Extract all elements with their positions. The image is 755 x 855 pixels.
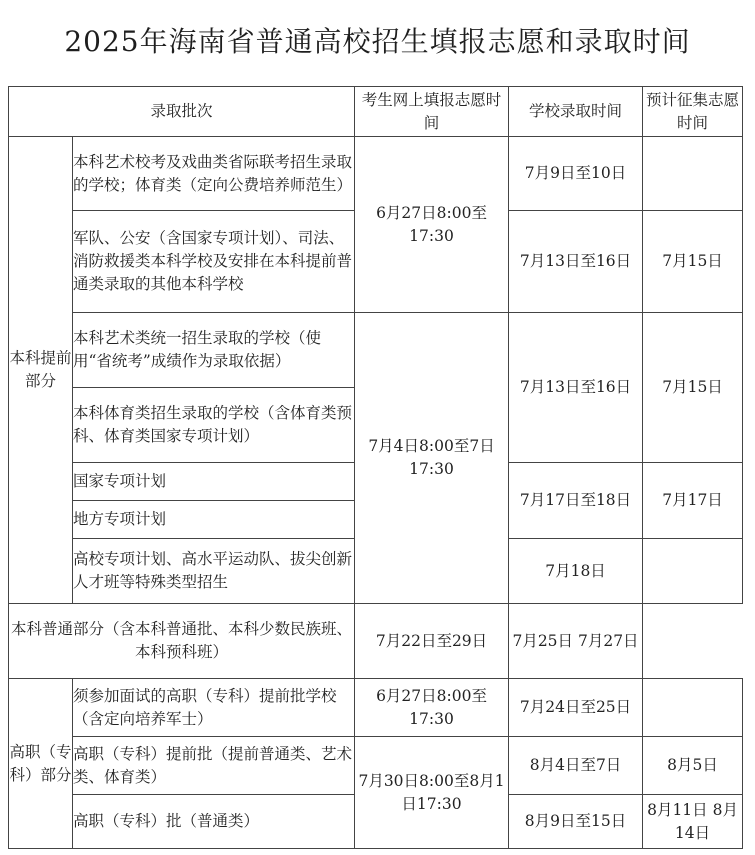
admission-time-cell: 7月18日 <box>509 539 643 604</box>
supplement-time-cell: 7月15日 <box>643 313 743 463</box>
supplement-time-cell: 8月5日 <box>643 737 743 795</box>
batch-item: 地方专项计划 <box>73 501 355 539</box>
online-time-cell: 6月27日8:00至17:30 <box>355 679 509 737</box>
supplement-time-cell <box>643 679 743 737</box>
admission-time-cell: 7月22日至29日 <box>355 604 509 679</box>
page-title: 2025年海南省普通高校招生填报志愿和录取时间 <box>64 25 691 58</box>
header-batch: 录取批次 <box>9 87 355 137</box>
batch-item: 本科艺术类统一招生录取的学校（使用“省统考”成绩作为录取依据） <box>73 313 355 388</box>
supplement-time-cell <box>643 539 743 604</box>
online-time-cell: 7月30日8:00至8月1日17:30 <box>355 737 509 849</box>
online-time-cell: 6月27日8:00至17:30 <box>355 137 509 313</box>
admission-schedule-table <box>8 86 743 849</box>
admission-time-cell: 7月13日至16日 <box>509 211 643 313</box>
online-time-cell: 7月4日8:00至7日17:30 <box>355 313 509 604</box>
admission-time-cell: 8月9日至15日 <box>509 795 643 849</box>
table-row <box>9 679 743 737</box>
table-row <box>9 604 743 679</box>
admission-time-cell: 7月9日至10日 <box>509 137 643 211</box>
header-supplement-time: 预计征集志愿时间 <box>643 87 743 137</box>
batch-item: 须参加面试的高职（专科）提前批学校（含定向培养军士） <box>73 679 355 737</box>
table-row <box>9 137 743 211</box>
batch-item: 高职（专科）提前批（提前普通类、艺术类、体育类） <box>73 737 355 795</box>
supplement-time-cell: 8月11日 8月14日 <box>643 795 743 849</box>
batch-item: 军队、公安（含国家专项计划）、司法、消防救援类本科学校及安排在本科提前普通类录取的其他本科学校 <box>73 211 355 313</box>
supplement-time-cell: 7月15日 <box>643 211 743 313</box>
group-undergrad-early: 本科提前部分 <box>9 137 73 604</box>
batch-item: 本科艺术校考及戏曲类省际联考招生录取的学校；体育类（定向公费培养师范生） <box>73 137 355 211</box>
admission-time-cell: 7月13日至16日 <box>509 313 643 463</box>
batch-item: 国家专项计划 <box>73 463 355 501</box>
header-row <box>9 87 743 137</box>
header-admission-time: 学校录取时间 <box>509 87 643 137</box>
admission-time-cell: 7月24日至25日 <box>509 679 643 737</box>
supplement-time-cell <box>643 137 743 211</box>
batch-item: 高校专项计划、高水平运动队、拔尖创新人才班等特殊类型招生 <box>73 539 355 604</box>
group-vocational: 高职（专科）部分 <box>9 679 73 849</box>
admission-time-cell: 8月4日至7日 <box>509 737 643 795</box>
table-row <box>9 313 743 388</box>
header-online-time: 考生网上填报志愿时间 <box>355 87 509 137</box>
admission-time-cell: 7月17日至18日 <box>509 463 643 539</box>
table-row <box>9 737 743 795</box>
batch-item: 本科体育类招生录取的学校（含体育类预科、体育类国家专项计划） <box>73 388 355 463</box>
supplement-time-cell: 7月25日 7月27日 <box>509 604 643 679</box>
supplement-time-cell: 7月17日 <box>643 463 743 539</box>
batch-item: 高职（专科）批（普通类） <box>73 795 355 849</box>
batch-item: 本科普通部分（含本科普通批、本科少数民族班、本科预科班） <box>9 604 355 679</box>
